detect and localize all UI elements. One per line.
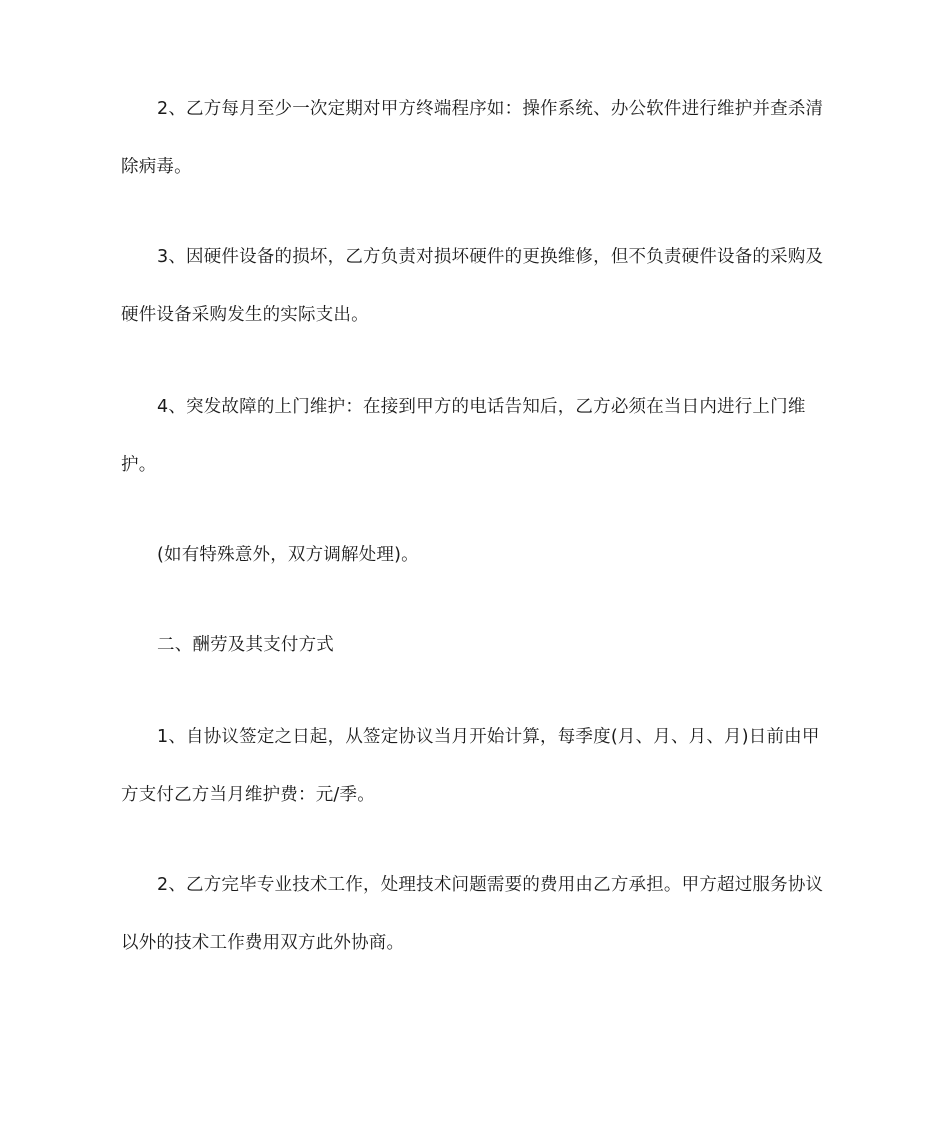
- section-heading-payment: 二、酬劳及其支付方式: [157, 635, 334, 655]
- paragraph-technical-costs: 2、乙方完毕专业技术工作，处理技术问题需要的费用由乙方承担。甲方超过服务协议以外的技术工作费用双方此外协商。: [121, 875, 824, 953]
- paragraph-onsite-service: 4、突发故障的上门维护：在接到甲方的电话告知后，乙方必须在当日内进行上门维护。: [121, 397, 806, 475]
- paragraph-hardware-repair: 3、因硬件设备的损坏，乙方负责对损坏硬件的更换维修，但不负责硬件设备的采购及硬件设备采购发生的实际支出。: [121, 247, 824, 325]
- paragraph-special-cases: (如有特殊意外，双方调解处理)。: [157, 545, 419, 565]
- paragraph-maintenance-schedule: 2、乙方每月至少一次定期对甲方终端程序如：操作系统、办公软件进行维护并查杀清除病毒。: [121, 99, 824, 177]
- paragraph-payment-terms: 1、自协议签定之日起，从签定协议当月开始计算，每季度(月、月、月、月)日前由甲方支付乙方当月维护费：元/季。: [121, 727, 820, 805]
